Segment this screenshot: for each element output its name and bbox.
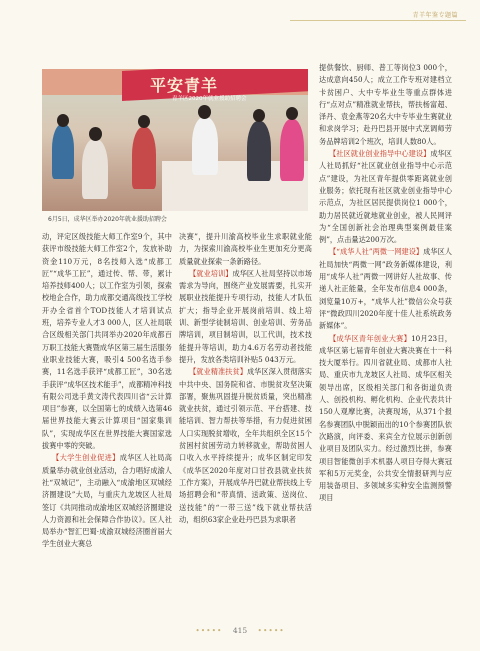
running-header: 青羊年鉴专题篇 — [412, 12, 458, 19]
section-body: 10月23日，成华区第七届青年创业大赛决赛在十一科技大厦举行。四川省就业局、成都市人社局、重庆市九龙坡区人社局、成华区相关领导出席，区级相关部门和各街道负责人、创投机构、孵化机构、企业代表共计150人观摩比赛，决赛现场，从371个报名参赛团队中脱颖而出的10个参赛团队依次路演，向评委、来宾全方位展示创新创业项目及团队实力。经过激烈比拼，参赛项目智能微创手术机器人项目夺得大赛冠军和5万元奖金，公共安全情报研判与应用装备项目、多领域多实种安全监测预警项目 — [319, 333, 452, 503]
middle-column — [179, 231, 312, 526]
footer-dots-left: ••••• — [195, 626, 223, 635]
person-figure — [82, 139, 108, 199]
section-body: 成华区人社局高质量举办就业创业活动，合力唱好成渝人社“双城记”，主动融入“成渝地区双城经济圈建设”大局，与重庆九龙坡区人社局签订《共同推动成渝地区双城经济圈建设人力资源和社会保障合作协议》。区人社局举办“智汇巴蜀·成渝双城经济圈首届大学生创业大赛总 — [42, 453, 172, 549]
paragraph: 决赛”，提升川渝高校毕业生求职就业能力，为探索川渝高校毕业生更加充分更高质量就业探索一条新路径。 — [179, 232, 312, 266]
page-footer — [0, 626, 480, 635]
right-column — [319, 62, 452, 505]
person-head — [89, 127, 102, 141]
section-body: 成华区人社局抓好“社区就业创业指导中心示范点”建设，为社区青年提供零距离就业创业服务；依托现有社区就业创业指导中心示范点，为社区居民提供岗位1 000个，助力居民就近就地就业创业，被人民网评为“全国创新社会治理典型案例最佳案例”，点击量达200万次。 — [319, 149, 452, 245]
banner-subtext: 青羊区2020年就业援助招聘会 — [172, 96, 247, 102]
section-paragraph — [319, 333, 452, 505]
left-column — [42, 231, 172, 551]
section-heading: 【“成华人社”两微一网建设】 — [329, 247, 424, 257]
section-paragraph — [319, 246, 452, 332]
section-paragraph — [179, 268, 312, 366]
section-heading: 【就业培训】 — [189, 268, 233, 278]
page-number: 415 — [232, 626, 248, 635]
section-paragraph — [42, 452, 172, 550]
footer-dots-right: ••••• — [257, 626, 285, 635]
section-heading: 【大学生创业促进】 — [52, 453, 120, 463]
person-figure — [52, 124, 74, 179]
person-head — [253, 109, 265, 122]
header-rule — [290, 20, 466, 21]
banner-text: 平安青羊 — [150, 76, 219, 95]
person-head — [286, 107, 298, 120]
person-figure — [192, 117, 218, 175]
paragraph: 提供餐饮、厨师、普工等岗位3 000个，达成意向450人；成立工作专班对建档立卡贫困户、大中专毕业生等重点群体进行“点对点”精准就业帮扶，帮扶杨富超、泽丹、袁金燕等20名大中专毕业生赛就业和求岗学习；赴丹巴县开展中式烹调师劳务品牌培训2个班次，培训人数80人。 — [319, 63, 452, 146]
section-heading: 【社区就业创业指导中心建设】 — [329, 149, 431, 159]
person-figure — [132, 127, 156, 189]
section-heading: 【就业精准扶贫】 — [189, 367, 247, 377]
person-figure — [280, 119, 304, 181]
person-head — [138, 115, 150, 128]
section-body: 成华区人社局加快“两微一网”政务新媒体建设，利用“成华人社”两微一网讲好人社故事、传递人社正能量，全年发布信息4 000条，浏览量10万+，“成华人社”微信公众号获评“微政四川2020年度十佳人社系统政务新媒体”。 — [319, 247, 452, 331]
section-body: 成华区人社局坚持以市场需求为导向，围绕产业发展需要，扎实开展职业技能提升专项行动，技能人才队伍扩大；指导企业开展岗前培训、线上培训、新型学徒制培训、创业培训、劳务品牌培训，项目制培训，以工代训，技术技能提升等培训，助力4.6万名劳动者技能提升，发放各类培训补贴5 043万元。 — [179, 268, 312, 364]
paragraph: 动，评定区级技能大师工作室9个，其中获评市级技能大师工作室2个，发放补助资金110万元，8名技师入选“成都工匠”“成华工匠”，通过传、帮、带，累计培养技师400人；以工作室为引领，探索校地企合作，助力成都交通高级技工学校开办全省首个TOD技能人才培训试点班，培养专业人才3 000人，区人社局联合区级相关部门共同举办2020年成都百万职工技能大赛暨成华区第三届生活服务业职业技能大赛，吸引4 500名选手参赛，11名选手获评“成都工匠”，30名选手获评“成华区技术能手”，成都精冲科技有限公司选手黄文涛代表四川省“云计算项目”参赛，以全国第七的成绩入选第46届世界技能大赛云计算项目“国家集训队”，实现成华区在世界技能大赛国家选拔赛中零的突破。 — [42, 232, 172, 451]
person-head — [198, 105, 211, 119]
section-body: 成华区深入贯彻落实中共中央、国务院和省、市脱贫攻坚决策部署，聚焦巩固提升脱贫质量，突出精准就业扶贫，通过引领示范、平台搭建、技能培训、智力帮扶等举措，有力促进贫困人口实现脱贫增收，全年共组织全区15个贫困村贫困劳动力转移就业，帮助贫困人口收入水平持续提升；成华区制定印发《成华区2020年度对口甘孜县就业扶贫工作方案》，开展成华丹巴就业帮扶线上专场招聘会和“带真情、送政策、送岗位、送技能”的“一带三送”线下就业帮扶活动，组织63家企业赴丹巴县为求职者 — [179, 367, 312, 524]
person-head — [57, 114, 69, 127]
section-paragraph — [179, 366, 312, 526]
photo-caption: 6月5日，成华区举办2020年就业援助招聘会 — [48, 216, 167, 223]
event-photo — [42, 69, 308, 211]
section-heading: 【成华区青年创业大赛】 — [329, 333, 412, 343]
section-paragraph — [319, 148, 452, 246]
person-figure — [247, 121, 271, 181]
